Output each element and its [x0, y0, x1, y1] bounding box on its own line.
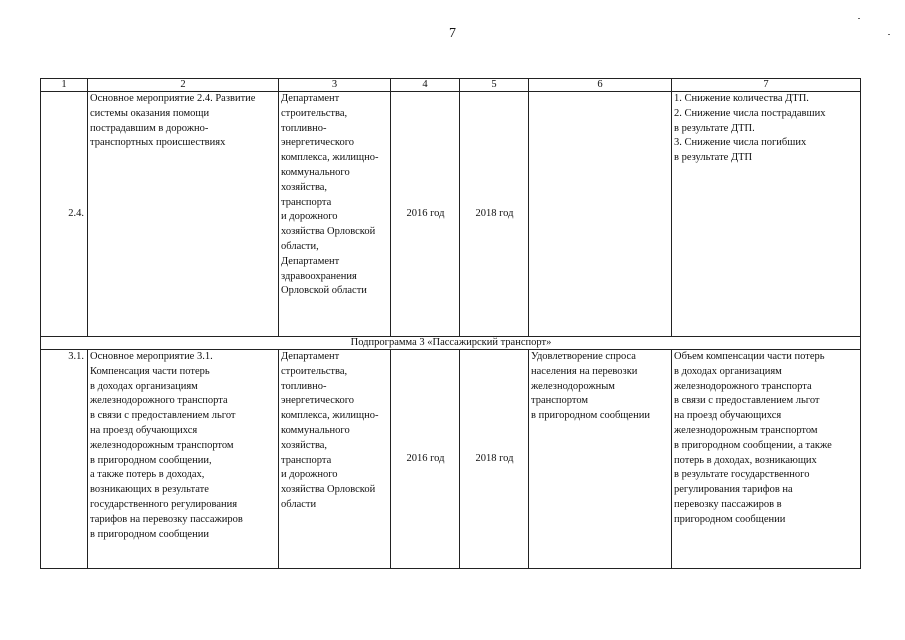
column-header: 4 — [391, 79, 460, 92]
start-year-cell: 2016 год — [391, 92, 460, 337]
activity-cell: Основное мероприятие 2.4. Развитие системы оказания помощи пострадавшим в дорожно- транспортных происшествиях — [88, 92, 279, 337]
row-number-cell: 3.1. — [41, 350, 88, 569]
scan-speck — [858, 18, 860, 19]
scan-speck — [888, 34, 890, 35]
expected-result-cell — [529, 92, 672, 337]
column-header: 1 — [41, 79, 88, 92]
table-header-row — [41, 79, 861, 92]
indicators-cell: Объем компенсации части потерь в доходах организациям железнодорожного транспорта в связи с предоставлением льгот на проезд обучающихся железнодорожным транспортом в пригородном сообщении, а также потерь в доходах, возникающих в результате государственного регулирования тарифов на перевозку пассажиров в пригородном сообщении — [672, 350, 861, 569]
executor-cell: Департамент строительства, топливно- энергетического комплекса, жилищно- коммунального хозяйства, транспорта и дорожного хозяйства Орловской области — [279, 350, 391, 569]
executor-cell: Департамент строительства, топливно- энергетического комплекса, жилищно- коммунального хозяйства, транспорта и дорожного хозяйства Орловской области, Департамент здравоохранения Орловской области — [279, 92, 391, 337]
column-header: 7 — [672, 79, 861, 92]
subprogram-row — [41, 337, 861, 350]
column-header: 6 — [529, 79, 672, 92]
table-row — [41, 92, 861, 337]
start-year-cell: 2016 год — [391, 350, 460, 569]
indicators-cell: 1. Снижение количества ДТП. 2. Снижение числа пострадавших в результате ДТП. 3. Снижение числа погибших в результате ДТП — [672, 92, 861, 337]
end-year-cell: 2018 год — [460, 92, 529, 337]
expected-result-cell: Удовлетворение спроса населения на перевозки железнодорожным транспортом в пригородном сообщении — [529, 350, 672, 569]
column-header: 3 — [279, 79, 391, 92]
page-number: 7 — [449, 26, 456, 41]
table-row — [41, 350, 861, 569]
end-year-cell: 2018 год — [460, 350, 529, 569]
column-header: 2 — [88, 79, 279, 92]
row-number-cell: 2.4. — [41, 92, 88, 337]
column-header: 5 — [460, 79, 529, 92]
subprogram-title: Подпрограмма 3 «Пассажирский транспорт» — [41, 337, 861, 350]
program-activities-table — [40, 78, 861, 569]
activity-cell: Основное мероприятие 3.1. Компенсация части потерь в доходах организациям железнодорожного транспорта в связи с предоставлением льгот на проезд обучающихся железнодорожным транспортом в пригородном сообщении, а также потерь в доходах, возникающих в результате государственного регулирования тарифов на перевозку пассажиров в пригородном сообщении — [88, 350, 279, 569]
